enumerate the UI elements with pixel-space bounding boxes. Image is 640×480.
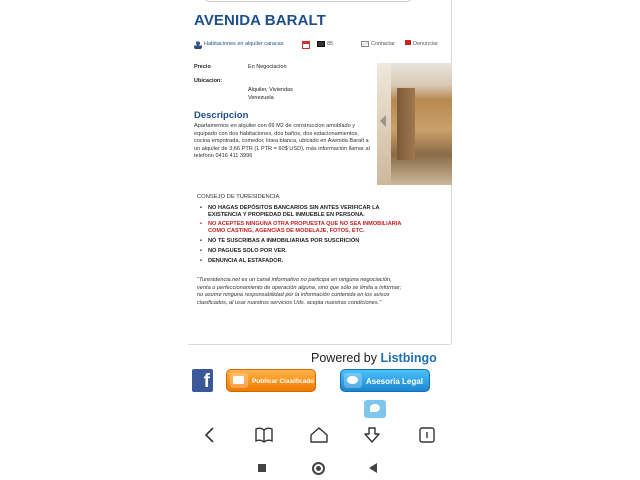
listing-meta-row <box>194 39 452 51</box>
advice-item: • NO PAGUES SOLO POR VER. <box>200 248 410 255</box>
listing-title: AVENIDA BARALT <box>194 12 326 29</box>
powered-brand[interactable]: Listbingo <box>380 351 437 365</box>
advice-list <box>200 205 410 267</box>
legal-advice-button[interactable] <box>340 369 430 392</box>
publish-classified-button[interactable] <box>226 369 316 392</box>
tabs-icon[interactable] <box>417 426 437 444</box>
advice-item: • DENUNCIA AL ESTAFADOR. <box>200 258 410 265</box>
powered-prefix: Powered by <box>311 351 378 365</box>
publish-classified-label: Publicar Clasificado <box>252 378 315 385</box>
calendar-icon <box>302 41 310 49</box>
user-icon <box>194 41 202 49</box>
download-icon[interactable] <box>362 426 382 444</box>
price-value: En Negociacion <box>248 64 287 70</box>
flag-icon <box>405 40 411 45</box>
mail-icon <box>361 41 369 47</box>
description-heading: Descripcion <box>194 110 249 121</box>
advice-item: • NO HAGAS DEPÓSITOS BANCARIOS SIN ANTES VERIFICAR LA EXISTENCIA Y PROPIEDAD DEL INMUEBLE EN PERSONA. <box>200 205 410 218</box>
photo-door <box>397 88 415 160</box>
bookmarks-icon[interactable] <box>254 426 274 444</box>
photo-prev-arrow-icon[interactable] <box>380 115 386 127</box>
top-bar-edge <box>202 0 414 2</box>
chat-icon <box>344 373 362 388</box>
home-dot <box>316 466 321 471</box>
browser-toolbar <box>188 418 452 452</box>
listing-card <box>188 0 452 345</box>
advice-item: • NO TE SUSCRIBAS A INMOBILIARIAS POR SUSCRICIÓN <box>200 238 410 245</box>
location-line-2: Venezuela <box>248 95 274 101</box>
system-home-icon[interactable] <box>312 462 325 475</box>
mail-icon <box>230 373 248 388</box>
description-text: Apartamentos en alquiler con 69 M2 de construccion amoblado y equipado con dos habitaciones, dos baños, dos estacionamientos, cocina empotrada, comedor, linea blanca, ubicado en Avenida Baralt a un alquiler de 3,66 PTR (1 PTR = 60$ USD), más información llamar al telefono 0416 411 3996 <box>194 123 370 160</box>
disclaimer-text: "Turesidencia.net es un canal informativo no participa en ninguna negociación, venta o perfeccionamiento de operación alguna, sino que sólo se limita a informar; no asume ninguna responsabilidad por la información contenida en los avisos clasificados, al usar nuestros servicios Uds. acepta nuestras condiciones." <box>197 277 402 306</box>
home-icon[interactable] <box>309 426 329 444</box>
facebook-icon[interactable]: f <box>192 369 213 392</box>
browser-viewport <box>188 0 452 480</box>
price-label: Precio <box>194 64 211 70</box>
location-line-1: Alquiler, Viviendas <box>248 87 293 93</box>
category-link[interactable]: Habitaciones en alquiler caracas <box>204 41 284 47</box>
advice-heading: CONSEJO DE TURESIDENCIA <box>197 194 280 200</box>
listing-photo[interactable] <box>377 63 452 185</box>
image-icon <box>317 41 325 47</box>
system-back-icon[interactable] <box>369 463 377 473</box>
system-navigation-bar <box>188 452 452 480</box>
legal-advice-label: Asesoria Legal <box>366 377 423 386</box>
location-label: Ubicacion: <box>194 78 223 84</box>
back-icon[interactable] <box>200 426 220 444</box>
views-count: 85 <box>327 41 334 47</box>
report-link[interactable]: Denunciar <box>413 41 439 47</box>
contact-link[interactable]: Contactar <box>371 41 395 47</box>
twitter-icon[interactable] <box>364 400 386 418</box>
advice-item-warning: • NO ACEPTES NINGUNA OTRA PROPUESTA QUE NO SEA INMOBILIARIA COMO CASTING, AGENCIAS DE MODELAJE, FOTOS, ETC. <box>200 221 410 234</box>
recent-apps-icon[interactable] <box>258 464 266 472</box>
powered-by <box>311 351 437 365</box>
